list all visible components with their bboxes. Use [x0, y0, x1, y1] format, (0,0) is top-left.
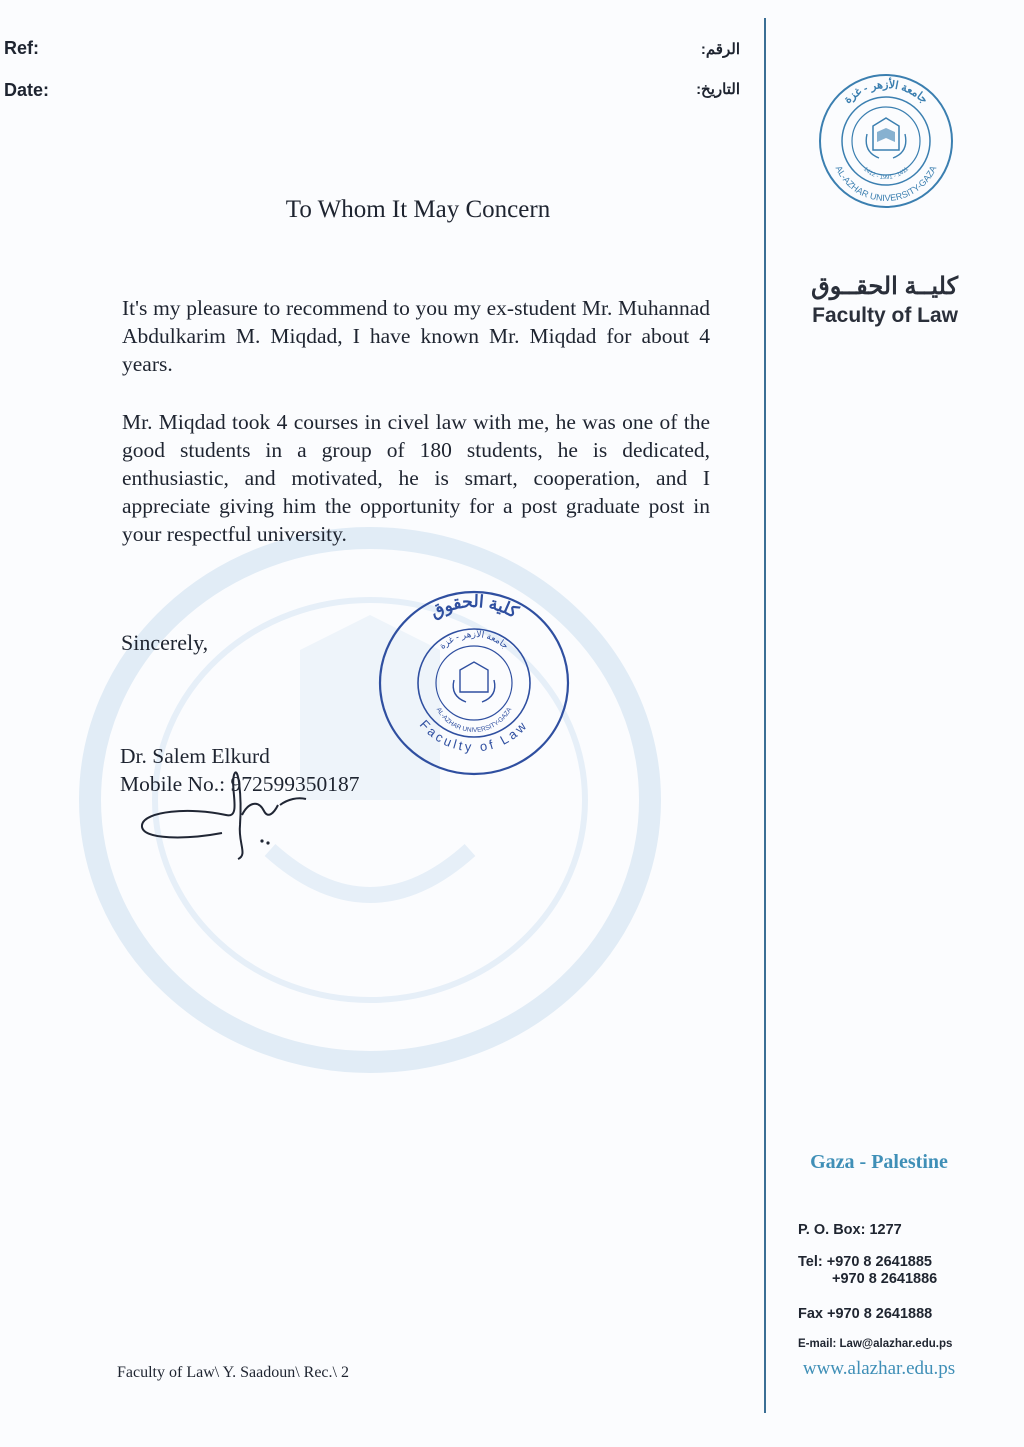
logo-years: 1412 - 1991 - 1411 [862, 166, 910, 182]
email-address[interactable]: E-mail: Law@alazhar.edu.ps [798, 1338, 953, 1350]
telephone-1: Tel: +970 8 2641885 [798, 1254, 932, 1270]
logo-english-name: AL-AZHAR UNIVERSITY-GAZA [833, 164, 939, 204]
stamp-inner-english: AL-AZHAR UNIVERSITY-GAZA [434, 706, 514, 735]
fax-number: Fax +970 8 2641888 [798, 1306, 933, 1322]
telephone-2: +970 8 2641886 [832, 1271, 938, 1287]
faculty-name-english: Faculty of Law [812, 304, 958, 327]
vertical-divider [764, 18, 766, 1413]
paragraph-details: Mr. Miqdad took 4 courses in civel law with me, he was one of the good students in a group of 180 students, he is dedicated, enthusiastic, and motivated, he is smart, cooperation, and I appreciate giving him the opportunity for a post graduate post in your respectful university. [122, 410, 710, 546]
ref-label-arabic: الرقم: [700, 41, 740, 58]
ref-label: Ref: [4, 38, 39, 58]
date-label: Date: [4, 80, 50, 100]
handwritten-signature [130, 755, 330, 865]
po-box: P. O. Box: 1277 [798, 1222, 902, 1238]
logo-arabic-name: جامعة الأزهر - غزة [841, 78, 930, 107]
date-label-arabic: التاريخ: [696, 81, 740, 98]
faculty-stamp [376, 588, 572, 778]
signer-mobile: Mobile No.: 972599350187 [120, 772, 360, 796]
paragraph-intro: It's my pleasure to recommend to you my ex-student Mr. Muhannad Abdulkarim M. Miqdad, I have known Mr. Miqdad for about 4 years. [122, 296, 710, 376]
stamp-english-text: Faculty of Law [416, 716, 532, 755]
stamp-arabic-text: كلية الحقوق [427, 591, 522, 622]
city-label: Gaza - Palestine [810, 1151, 948, 1173]
website-link[interactable]: www.alazhar.edu.ps [802, 1358, 956, 1379]
signer-name: Dr. Salem Elkurd [120, 744, 270, 768]
faculty-name-arabic: كليــة الحقــوق [811, 273, 958, 300]
stamp-inner-arabic: جامعة الأزهر - غزة [437, 628, 511, 651]
letter-title: To Whom It May Concern [285, 196, 551, 223]
closing: Sincerely, [121, 630, 209, 655]
university-logo [815, 70, 957, 212]
footer-reference: Faculty of Law\ Y. Saadoun\ Rec.\ 2 [117, 1364, 349, 1381]
